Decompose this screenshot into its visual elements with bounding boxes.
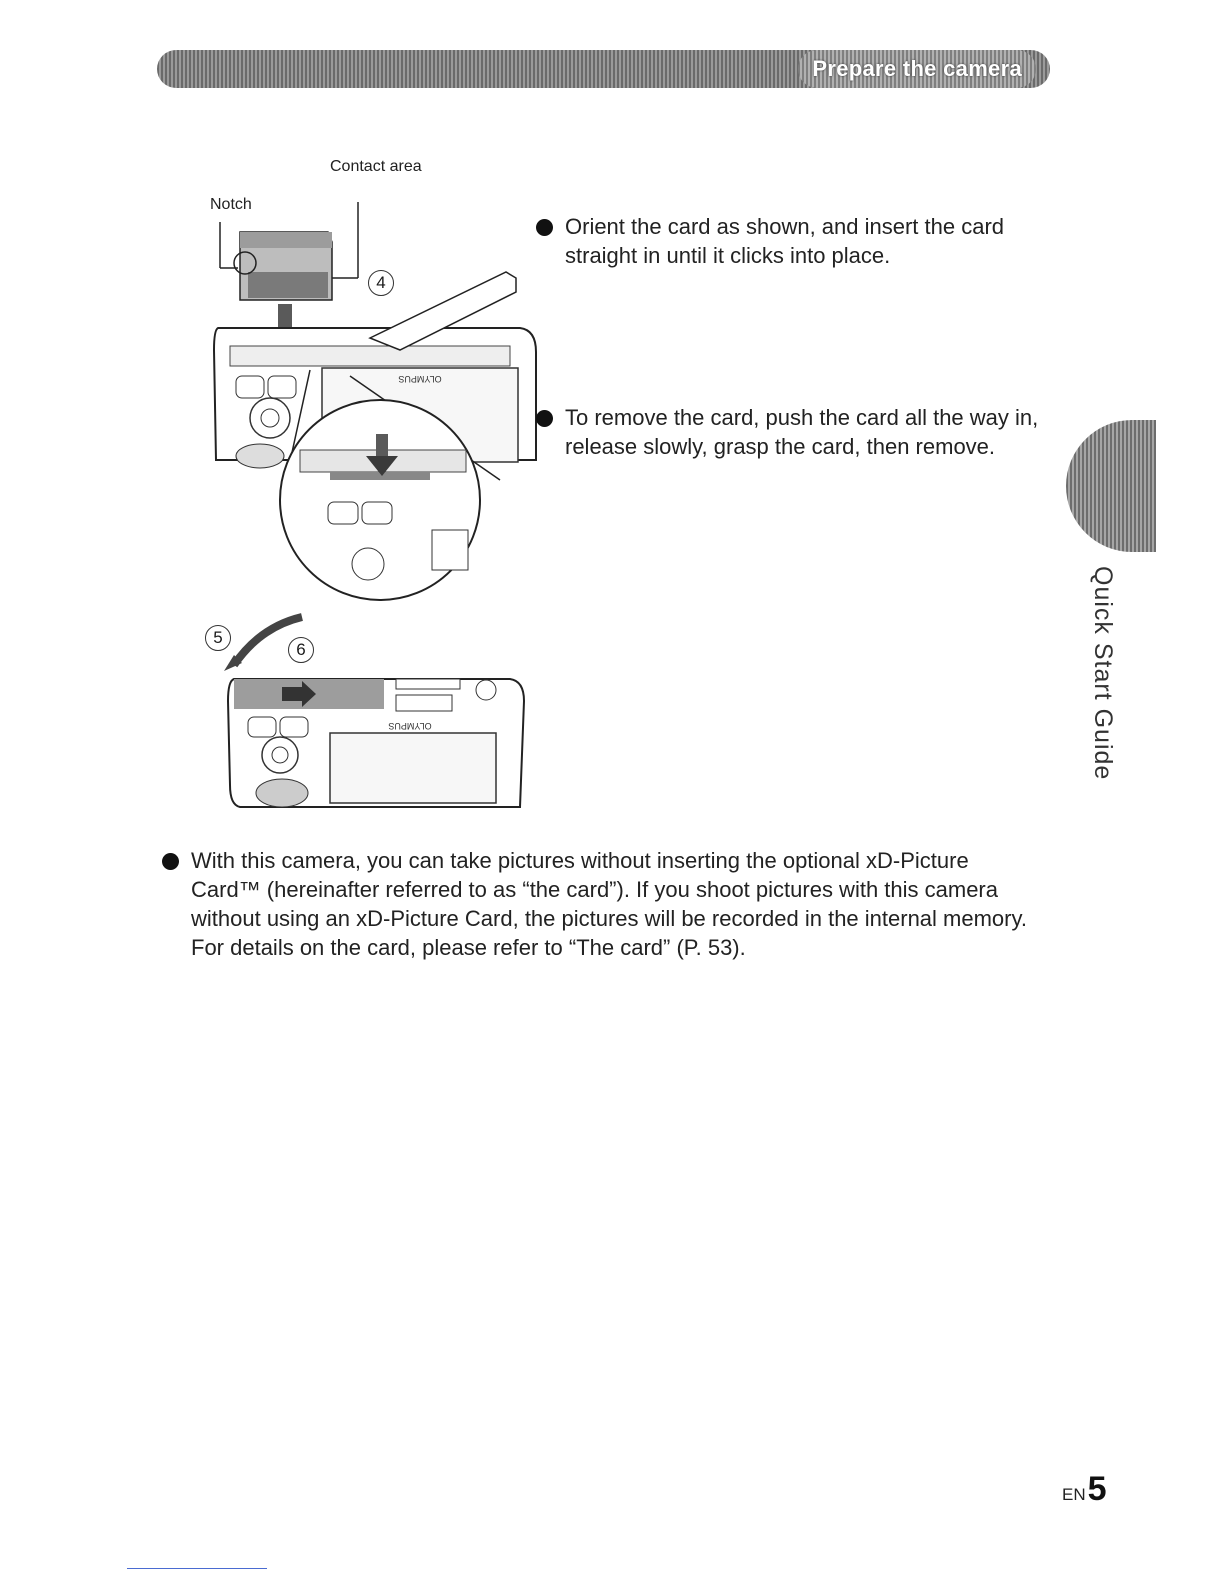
section-title: Prepare the camera <box>798 50 1036 88</box>
bullet-icon <box>536 410 553 427</box>
camera-body-bottom <box>228 679 524 807</box>
instruction-remove <box>536 403 1046 461</box>
page-number <box>1062 1470 1107 1509</box>
card-insertion-illustration <box>200 180 560 600</box>
note-paragraph <box>162 846 1040 962</box>
side-tab-label: Quick Start Guide <box>1089 566 1117 781</box>
page-num-value: 5 <box>1087 1470 1107 1508</box>
instruction-insert-text: Orient the card as shown, and insert the card straight in until it clicks into place. <box>565 214 1005 268</box>
note-text: With this camera, you can take pictures without inserting the optional xD-Picture Card™ (hereinafter referred to as “the card”). If you shoot pictures with this camera without using an xD-Picture Card, the pictures will be recorded in the internal memory. For details on the card, please refer to “The card” (P. 53). <box>191 848 1027 960</box>
instruction-insert <box>536 212 1046 270</box>
step-6-marker: 6 <box>288 637 314 663</box>
side-tab <box>1066 420 1156 552</box>
step-4-marker: 4 <box>368 270 394 296</box>
header-banner <box>157 50 1050 88</box>
step-5-marker: 5 <box>205 625 231 651</box>
label-contact-area: Contact area <box>330 158 422 175</box>
footer-rule <box>127 1568 267 1569</box>
bullet-icon <box>162 853 179 870</box>
label-notch: Notch <box>210 196 252 213</box>
camera-brand-bottom: OLYMPUS <box>388 721 432 731</box>
bullet-icon <box>536 219 553 236</box>
camera-brand-top: OLYMPUS <box>398 374 442 384</box>
xd-card-shape <box>234 232 332 300</box>
page-lang: EN <box>1062 1485 1086 1504</box>
cover-closing-illustration <box>220 615 530 815</box>
close-arrow-curve <box>234 617 302 665</box>
instruction-remove-text: To remove the card, push the card all the way in, release slowly, grasp the card, then remove. <box>565 405 1039 459</box>
